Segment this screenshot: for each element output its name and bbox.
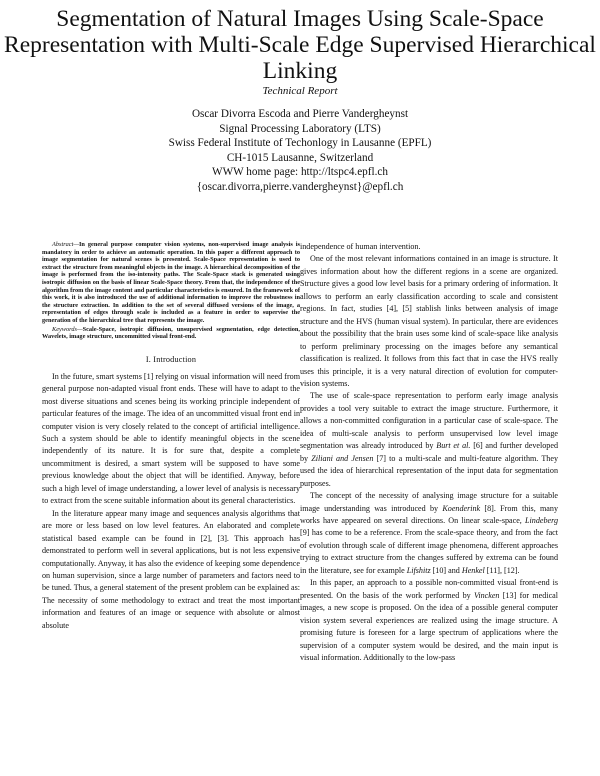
author-institute: Swiss Federal Institute of Techonlogy in Lausanne (EPFL) (168, 137, 432, 150)
citation-author: Vincken (474, 590, 500, 600)
text-run: In this paper, an approach to a possible non-committed visual front-end is presented. On the basis of the work performed by (300, 578, 558, 600)
text-run: [9] has come to be a reference. From the scale-space theory, and from the fact of evolution through scale of different image phenomena, different approaches trying to extract structure from the changes suffered by extrema can be found in the literature, see for example (300, 528, 558, 575)
intro-paragraph-1: In the future, smart systems [1] relying on visual information will need from general purpose non-adapted visual front ends. These will have to adapt to the most diverse situations and scenes being its working principle independent of particular features of the image. The idea of an uncommitted visual front end in computer vision is very closely related to the concept of artificial intelligence. Such a system should be able to identify meaningful objects in the scene independently of its nature. It is for sure that, despite a complete uncommitment is desired, a smart system will be supposed to have some previous knowledge about the object that will be identified. Anyway, before such a high level of image understanding, a lower level of analysis is necessary to extract from the scene suitable information about its general characteristics. (42, 371, 300, 506)
intro-paragraph-2: In the literature appear many image and sequences analysis algorithms that are more or less based on low level features. An elaborated and complete statistical based example can be found in [2], [3]. This approach has demonstrated to perform well in several applications, but is not less expensive computationally. Anyway, it has also the evidence of keeping some dependence on human supervision, since a large number of parameters and factors need to be tuned. Thus, a general statement of the present problem can be explained as: The necessity of some methodology to extract and treat the most important information and features of an image or sequence with absolute or almost absolute (42, 508, 300, 630)
citation-author: Koenderink (442, 503, 481, 513)
right-column (300, 241, 558, 664)
text-run: [11], [12]. (484, 565, 520, 575)
abstract (42, 241, 300, 325)
author-homepage: WWW home page: http://ltspc4.epfl.ch (212, 166, 388, 179)
right-paragraph-continuation: independence of human intervention. (300, 242, 421, 251)
author-address: CH-1015 Lausanne, Switzerland (226, 151, 374, 164)
text-run: The concept of the necessity of analysing image structure for a suitable image understanding was introduced by (300, 491, 558, 513)
keywords-label: Keywords— (52, 325, 83, 333)
citation-author: Henkel (461, 565, 485, 575)
paper-subtitle: Technical Report (262, 85, 338, 97)
text-run: [10] and (430, 565, 462, 575)
citation-author: Ziliani and Jensen (311, 453, 374, 463)
right-paragraph-structure: One of the most relevant informations contained in an image is structure. It gives information about how the different regions in a scene are organized. Structure gives a good low level basis for a primary ordering of information. It allows to perform an early classification according to scale and consistent regions. In fact, studies [4], [5] stablish links between analysis of image structure and the HVS (human visual system). In particular, there are evidences about the possibility that the brain uses some kind of scale-space like analysis to perform preliminary processing on the images before any semantical classification is realized. It follows from this fact that in case the HVS really uses this principle, it is a very natural direction of evolution for computer-vision systems. (300, 254, 558, 388)
text-run: The use of scale-space representation to perform early image analysis provides a tool very suitable to extract the image structure. Furthermore, it allows a non-committed configuration in a particular case of scale-space. The idea of multi-scale analysis to perform unsupervised low level image segmentation was already introduced by (300, 391, 558, 451)
paper-header (0, 6, 600, 195)
citation-author: Lindeberg (525, 515, 558, 525)
left-column (42, 241, 300, 632)
right-paragraph-scale-space (300, 390, 558, 490)
section-heading-introduction: I. Introduction (145, 354, 197, 364)
author-lab: Signal Processing Laboratory (LTS) (219, 122, 381, 135)
citation-author: Burt et al. (436, 441, 471, 451)
right-paragraph-approach (300, 577, 558, 664)
keywords (42, 326, 300, 341)
keywords-text: Scale-Space, isotropic diffusion, unsupervised segmentation, edge detection, Wavelets, image structure, uncommitted visual front-end. (42, 325, 300, 341)
author-email: {oscar.divorra,pierre.vandergheynst}@epfl.ch (196, 180, 404, 193)
text-run: [8]. From this, many works have appeared on several directions. On linear scale-space, (300, 503, 558, 525)
text-run: [13] for medical images, a new scope is proposed. On the idea of a possible general computer vision system several experiences are realized using the image structure. A promising future is foreseen for a large spectrum of applications where the supervision of a computer system would be desired, and the main input is visual information. Additionally to the low-pass (300, 590, 559, 662)
text-run: [6] and further developed by (300, 441, 558, 463)
author-block (0, 107, 600, 195)
citation-author: Lifshitz (406, 565, 431, 575)
author-names: Oscar Divorra Escoda and Pierre Vandergheynst (191, 108, 409, 120)
abstract-label: Abstract— (52, 241, 79, 248)
abstract-text: In general purpose computer vision systems, non-supervised image analysis is mandatory in order to achieve an automatic operation. In this paper a different approach to image segmentation for natural scenes is presented. Scale-Space representation is used to extract the structure from meaningful objects in the image. A hierarchical decomposition of the image is performed from the iso-intensity paths. The Scale-Space stack is generated using isotropic diffusion on the basis of linear Scale-Space theory. From that, the independence of the algorithm from the image content and particular characteristics is ensured. In the framework of this work, it is also introduced the use of additional information to improve the robustness in the structure extraction. In addition to the set of several diffused versions of the image, a representation of edges through scale is included as a feature in order to supervise the generation of the hierarchical tree that represents the image. (42, 241, 300, 324)
text-run: [7] to a multi-scale and multi-feature algorithm. They used the idea of hierarchical representation of the input data for segmentation purposes. (300, 453, 558, 488)
paper-title: Segmentation of Natural Images Using Scale-Space Representation with Multi-Scale Edge Supervised Hierarchical Linking (4, 6, 596, 84)
right-paragraph-structure-concept (300, 490, 558, 577)
